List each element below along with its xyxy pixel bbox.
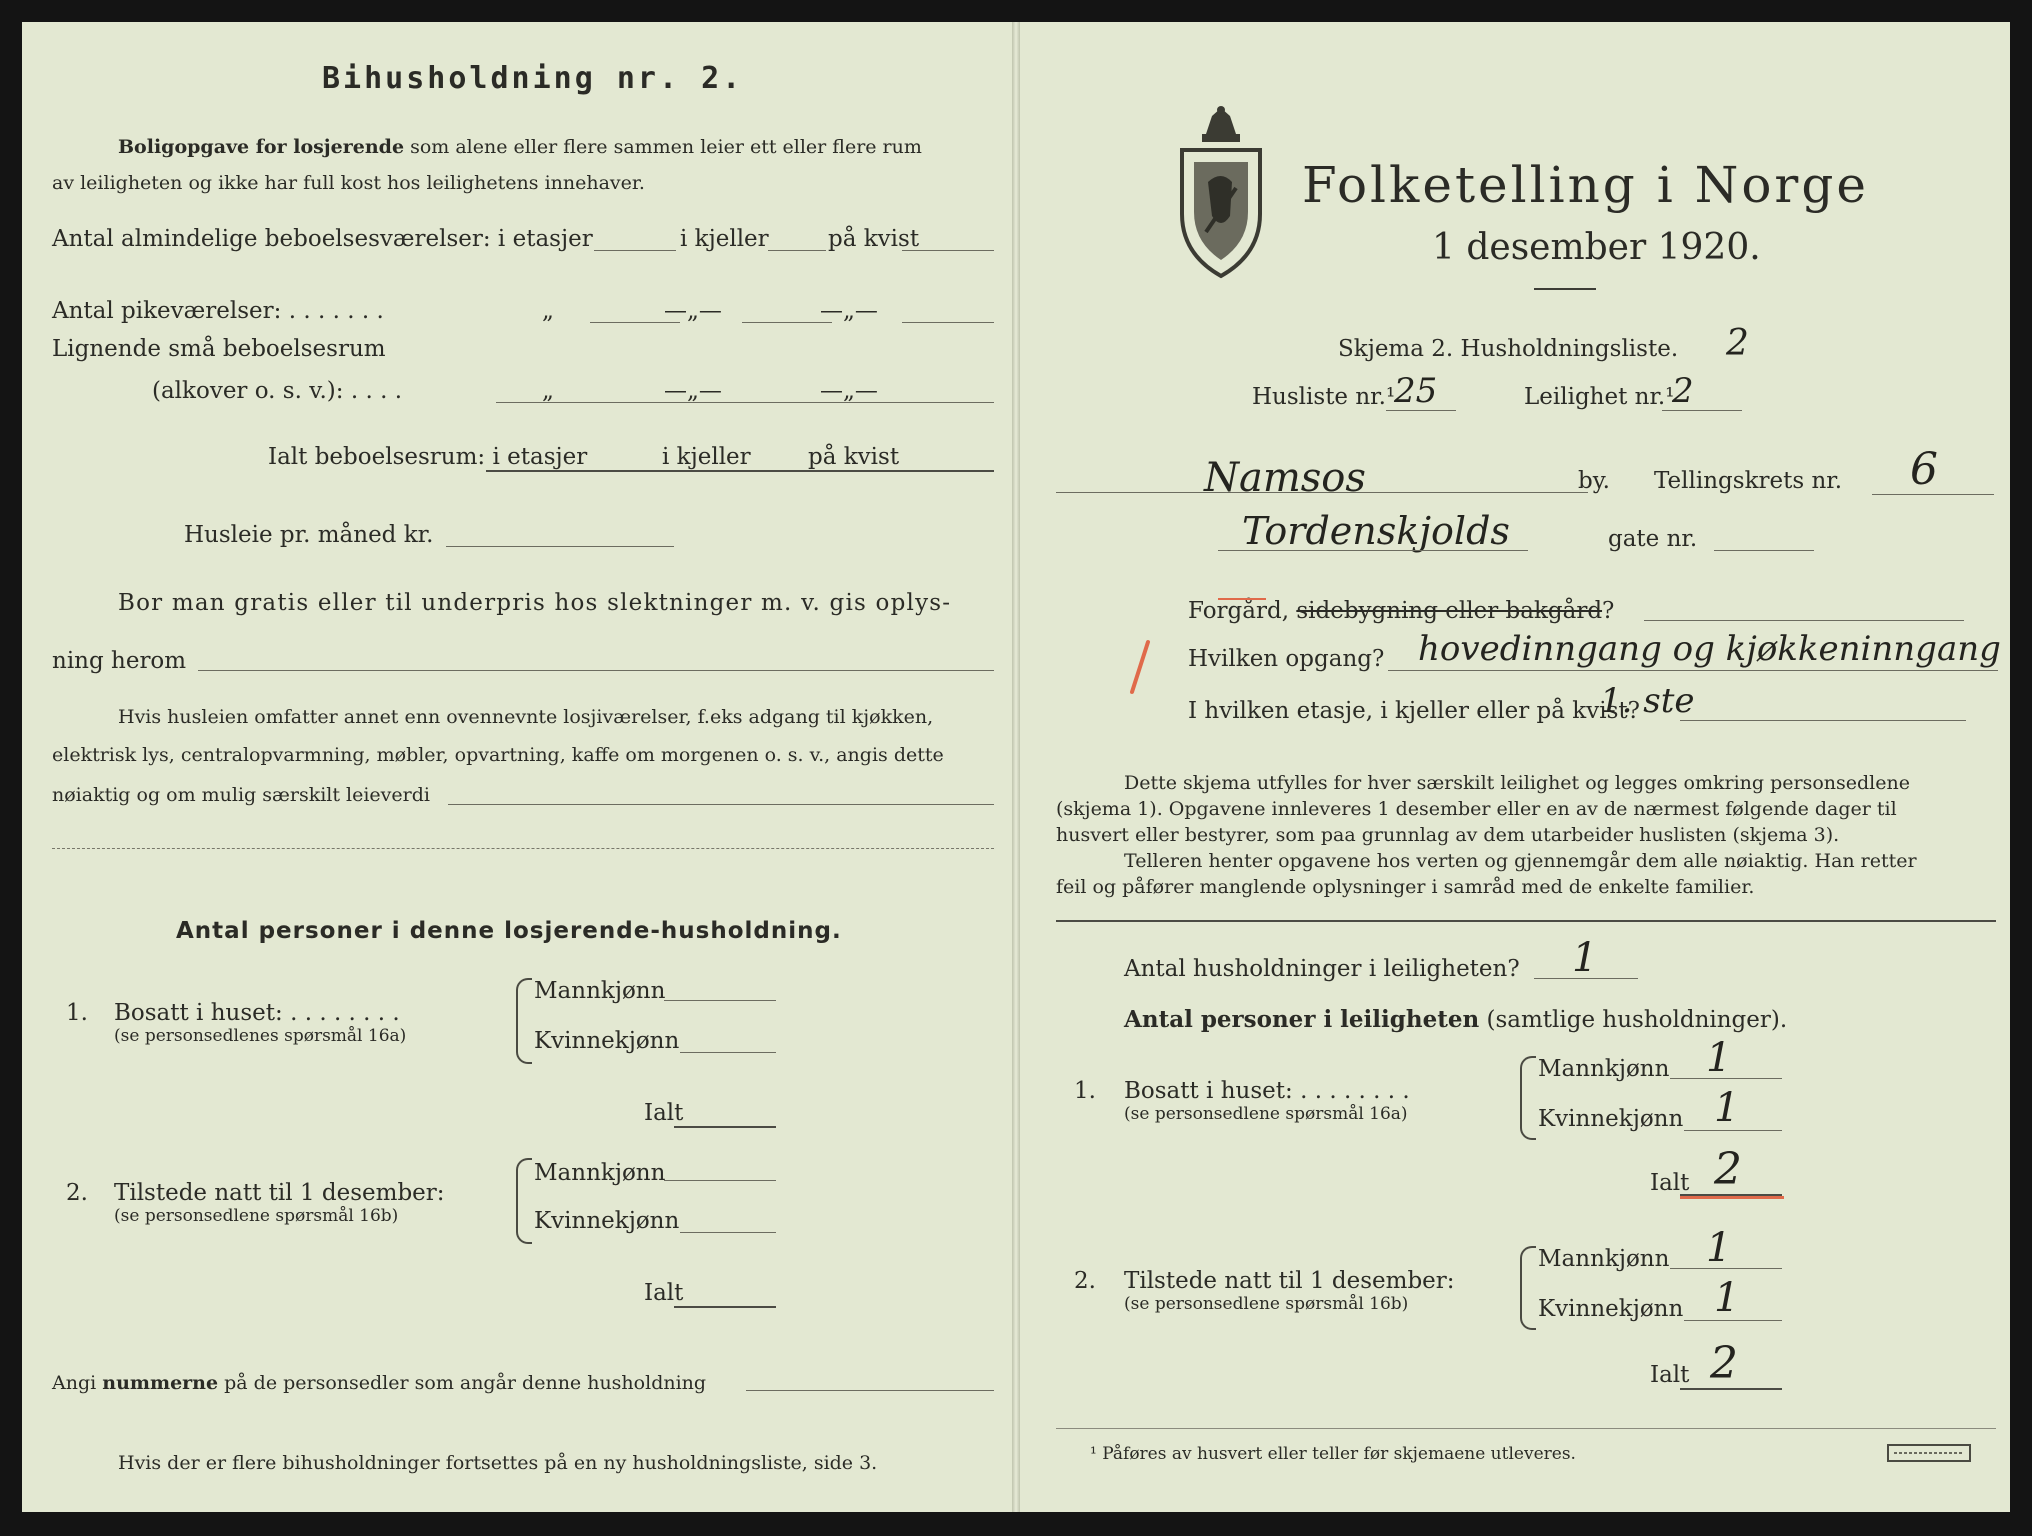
right-q2-ialt-hw: 2: [1710, 1338, 1738, 1389]
intro-bold: Boligopgave for losjerende: [118, 136, 405, 158]
left-q1-mann: Mannkjønn: [534, 978, 666, 1004]
instr-line-3: husvert eller bestyrer, som paa grunnlag av dem utarbeider huslisten (skjema 3).: [1056, 824, 1840, 846]
right-q2-num: 2.: [1074, 1268, 1096, 1294]
left-q1-label: Bosatt i huset: . . . . . . . .: [114, 1000, 400, 1026]
right-q1-ialt: Ialt: [1650, 1170, 1690, 1196]
hvis-line-2: elektrisk lys, centralopvarmning, møbler, opvartning, kaffe om morgenen o. s. v., angis dette: [52, 744, 944, 766]
instr-line-5: feil og påfører manglende oplysninger i samråd med de enkelte familier.: [1056, 876, 1755, 898]
bor-line-2: ning herom: [52, 648, 187, 674]
intro-rest: som alene eller flere sammen leier ett eller flere rum: [404, 136, 922, 158]
lignende-label: Lignende små beboelsesrum: [52, 336, 386, 362]
forgard-label: Forgård,: [1188, 598, 1297, 624]
left-q2-label: Tilstede natt til 1 desember:: [114, 1180, 445, 1206]
gate-label: gate nr.: [1608, 526, 1698, 552]
husliste-hw: 25: [1394, 371, 1438, 411]
right-page-husholdningsliste: [1020, 22, 2010, 1512]
hvis-line-1: Hvis husleien omfatter annet enn ovennevnte losjiværelser, f.eks adgang til kjøkken,: [118, 706, 934, 728]
angi-line: [52, 1374, 706, 1393]
gate-nr-line: [1714, 550, 1814, 551]
left-q1-num: 1.: [66, 1000, 88, 1026]
rooms-etasjer-line: [594, 250, 676, 251]
left-q1-ialt-line: [674, 1126, 776, 1128]
gate-line: [1218, 550, 1528, 551]
right-q1-label: Bosatt i huset: . . . . . . . .: [1124, 1078, 1410, 1104]
hvis-line-a: [448, 804, 994, 805]
husliste-label: Husliste nr.¹: [1252, 384, 1396, 410]
right-persons-rest: (samtlige husholdninger).: [1479, 1007, 1788, 1033]
left-q2-kvinne: Kvinnekjønn: [534, 1208, 680, 1234]
alkover-line: [496, 402, 994, 403]
ialt-rooms-line: [486, 470, 994, 472]
by-line: [1056, 492, 1588, 493]
etasje-hw: 1. ste: [1600, 681, 1695, 721]
right-title: Folketelling i Norge: [1302, 156, 1869, 214]
husleie-line: [446, 546, 674, 547]
right-q2-ialt: Ialt: [1650, 1362, 1690, 1388]
right-q2-label: Tilstede natt til 1 desember:: [1124, 1268, 1455, 1294]
right-q1-ialt-hw: 2: [1714, 1144, 1742, 1195]
husleie-label: Husleie pr. måned kr.: [184, 522, 434, 548]
left-q2-num: 2.: [66, 1180, 88, 1206]
husliste-line: [1386, 410, 1456, 411]
alkover-quote: „: [542, 378, 554, 404]
rooms-pa-kvist: på kvist: [828, 226, 920, 252]
right-q2-mann-line: [1670, 1268, 1782, 1269]
left-q2-ialt-line: [674, 1306, 776, 1308]
schema-label: Skjema 2. Husholdningsliste.: [1338, 336, 1679, 362]
leilighet-hw: 2: [1672, 371, 1694, 411]
right-q1-kvinne-line: [1684, 1130, 1782, 1131]
husholdninger-line: [1534, 978, 1638, 979]
left-q1-kvinne-line: [680, 1052, 776, 1053]
forgard-fill-line: [1644, 620, 1964, 621]
instr-line-4: Telleren henter opgavene hos verten og gjennemgår dem alle nøiaktig. Han retter: [1124, 850, 1917, 872]
left-q2-kvinne-line: [680, 1232, 776, 1233]
right-q1-sub: (se personsedlene spørsmål 16a): [1124, 1104, 1408, 1124]
right-q1-kvinne-hw: 1: [1714, 1085, 1740, 1131]
right-q2-kvinne-hw: 1: [1714, 1275, 1740, 1321]
ialt-rooms-label: Ialt beboelsesrum: i etasjer: [268, 444, 588, 470]
angi-bold: nummerne: [102, 1372, 219, 1394]
forgard-q: ?: [1602, 598, 1615, 624]
left-q1-brace: [516, 978, 532, 1064]
tellingskrets-line: [1872, 494, 1994, 495]
pike-dash-2: —„—: [820, 298, 878, 324]
schema-hw: 2: [1726, 323, 1749, 364]
instr-line-1: Dette skjema utfylles for hver særskilt leilighet og legges omkring personsedlene: [1124, 772, 1910, 794]
left-footer: Hvis der er flere bihusholdninger fortsettes på en ny husholdningsliste, side 3.: [118, 1452, 878, 1474]
printer-stamp-icon: [1886, 1442, 1972, 1464]
opgang-hw: hovedinngang og kjøkkeninngang: [1418, 629, 2001, 669]
pike-quote: „: [542, 298, 554, 324]
husholdninger-label: Antal husholdninger i leiligheten?: [1124, 956, 1520, 982]
pike-label: Antal pikeværelser: . . . . . . .: [52, 298, 384, 324]
left-q2-sub: (se personsedlene spørsmål 16b): [114, 1206, 399, 1226]
right-q1-num: 1.: [1074, 1078, 1096, 1104]
footnote-rule: [1056, 1428, 1996, 1429]
rooms-kjeller-line: [768, 250, 826, 251]
left-q1-ialt: Ialt: [644, 1100, 684, 1126]
ialt-i-kjeller: i kjeller: [662, 444, 751, 470]
right-q2-kvinne-line: [1684, 1320, 1782, 1321]
right-persons-bold: Antal personer i leiligheten: [1124, 1006, 1480, 1033]
husholdninger-hw: 1: [1572, 935, 1598, 981]
right-q1-brace: [1520, 1056, 1536, 1140]
left-persons-heading: Antal personer i denne losjerende-husholdning.: [176, 918, 842, 944]
right-q1-mann-line: [1670, 1078, 1782, 1079]
gate-hw: Tordenskjolds: [1242, 509, 1510, 553]
hvis-line-3: nøiaktig og om mulig særskilt leieverdi: [52, 784, 430, 806]
intro-line-2: av leiligheten og ikke har full kost hos leilighetens innehaver.: [52, 172, 645, 194]
leilighet-line: [1662, 410, 1742, 411]
right-date: 1 desember 1920.: [1432, 227, 1761, 268]
angi-post: på de personsedler som angår denne husholdning: [218, 1372, 707, 1394]
instr-line-2: (skjema 1). Opgavene innleveres 1 desember eller en av de nærmest følgende dager til: [1056, 798, 1897, 820]
by-label: by.: [1578, 468, 1610, 494]
intro-line-1: [118, 138, 922, 157]
pike-line-2: [742, 322, 832, 323]
right-footnote: ¹ Påføres av husvert eller teller før skjemaene utleveres.: [1090, 1444, 1576, 1464]
right-q2-kvinne: Kvinnekjønn: [1538, 1296, 1684, 1322]
left-q2-mann-line: [664, 1180, 776, 1181]
title-rule: [1534, 288, 1596, 290]
left-title: Bihusholdning nr. 2.: [322, 61, 744, 96]
alkover-dash-1: —„—: [664, 378, 722, 404]
right-q2-sub: (se personsedlene spørsmål 16b): [1124, 1294, 1409, 1314]
tellingskrets-hw: 6: [1910, 444, 1938, 495]
opgang-line: [1388, 670, 1998, 671]
left-page-bihusholdning: [22, 22, 1012, 1512]
instr-rule: [1056, 920, 1996, 922]
hvis-line-b: [52, 848, 994, 849]
etasje-line: [1680, 720, 1966, 721]
right-q2-mann: Mannkjønn: [1538, 1246, 1670, 1272]
left-q2-mann: Mannkjønn: [534, 1160, 666, 1186]
by-hw: Namsos: [1204, 455, 1366, 501]
alkover-dash-2: —„—: [820, 378, 878, 404]
forgard-strike: sidebygning eller bakgård: [1296, 598, 1603, 624]
opgang-label: Hvilken opgang?: [1188, 646, 1385, 672]
ialt-pa-kvist: på kvist: [808, 444, 900, 470]
right-q2-mann-hw: 1: [1706, 1225, 1732, 1271]
right-q1-kvinne: Kvinnekjønn: [1538, 1106, 1684, 1132]
angi-fill-line: [746, 1390, 994, 1391]
angi-pre: Angi: [52, 1372, 103, 1394]
rooms-i-kjeller: i kjeller: [680, 226, 769, 252]
left-q2-brace: [516, 1158, 532, 1244]
norway-coat-of-arms-icon: [1176, 104, 1266, 284]
right-q2-ialt-line: [1680, 1388, 1782, 1390]
bor-line-1: Bor man gratis eller til underpris hos slektninger m. v. gis oplys-: [118, 590, 952, 616]
pike-dash-1: —„—: [664, 298, 722, 324]
right-q1-mann-hw: 1: [1706, 1035, 1732, 1081]
right-q2-brace: [1520, 1246, 1536, 1330]
bor-line: [198, 670, 994, 671]
left-q2-ialt: Ialt: [644, 1280, 684, 1306]
right-persons-heading: [1124, 1008, 1787, 1032]
page-fold: [1012, 22, 1020, 1512]
left-q1-kvinne: Kvinnekjønn: [534, 1028, 680, 1054]
pike-line-3: [902, 322, 994, 323]
tellingskrets-label: Tellingskrets nr.: [1654, 468, 1843, 494]
alkover-label: (alkover o. s. v.): . . . .: [152, 378, 403, 404]
left-q1-mann-line: [664, 1000, 776, 1001]
left-q1-sub: (se personsedlenes spørsmål 16a): [114, 1026, 407, 1046]
forgard-red-underline: [1218, 598, 1266, 600]
etasje-label: I hvilken etasje, i kjeller eller på kvist?: [1188, 698, 1640, 724]
leilighet-label: Leilighet nr.¹: [1524, 384, 1675, 410]
forgard-line: [1188, 600, 1614, 623]
rooms-label: Antal almindelige beboelsesværelser: i etasjer: [52, 226, 593, 252]
rooms-kvist-line: [902, 250, 994, 251]
right-q1-mann: Mannkjønn: [1538, 1056, 1670, 1082]
red-check-mark-icon: [1126, 638, 1156, 698]
right-q1-ialt-red-underline: [1680, 1196, 1784, 1199]
